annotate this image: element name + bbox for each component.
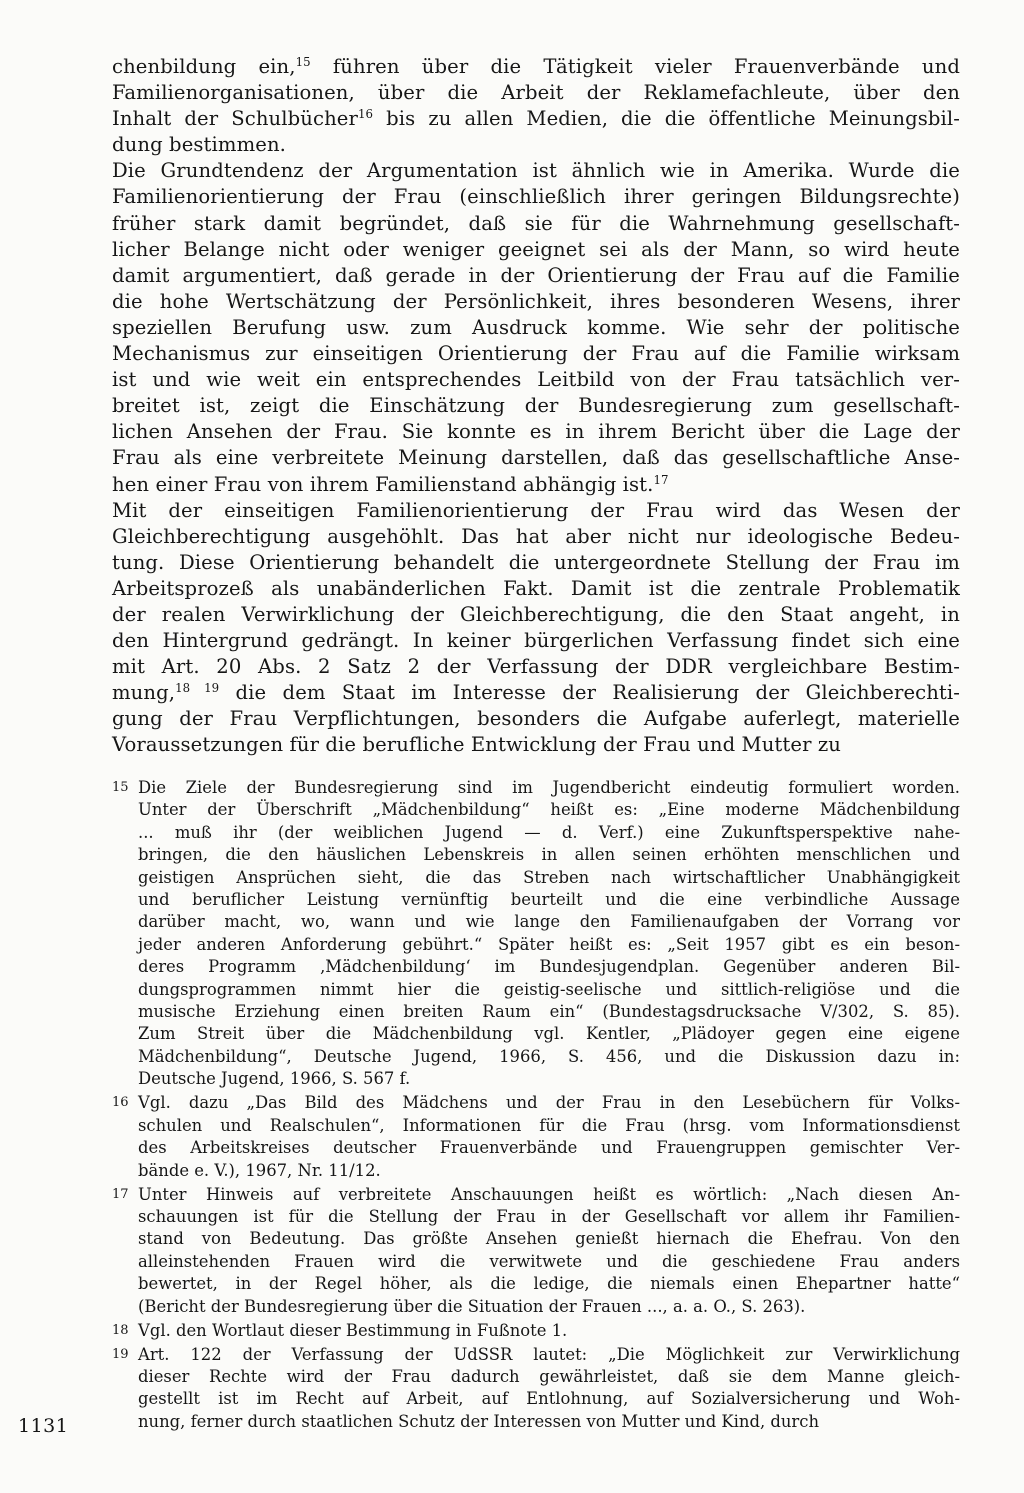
paragraph: [112, 54, 960, 158]
footnote-line: Vgl. dazu „Das Bild des Mädchens und der Frau in den Lesebüchern für Volks-: [138, 1093, 960, 1113]
footnote: [112, 1092, 960, 1182]
text-segment: hen einer Frau von ihrem Familienstand abhängig ist.: [112, 472, 654, 496]
footnote-line: (Bericht der Bundesregierung über die Situation der Frauen ..., a. a. O., S. 263).: [138, 1296, 806, 1316]
text-segment: damit argumentiert, daß gerade in der Orientierung der Frau auf die Familie: [112, 263, 960, 287]
main-text: [112, 54, 960, 759]
footnote-line: dieser Rechte wird der Frau dadurch gewährleistet, daß sie dem Manne gleich-: [138, 1366, 960, 1386]
text-segment: früher stark damit begründet, daß sie für die Wahrnehmung gesellschaft-: [112, 211, 960, 235]
text-segment: licher Belange nicht oder weniger geeignet sei als der Mann, so wird heute: [112, 237, 960, 261]
text-line: [112, 315, 960, 341]
text-segment: Gleichberechtigung ausgehöhlt. Das hat aber nicht nur ideologische Bedeu-: [112, 524, 960, 548]
footnote-number: 19: [112, 1346, 129, 1362]
footnote: [112, 1320, 960, 1342]
text-line: [112, 550, 960, 576]
text-segment: Voraussetzungen für die berufliche Entwicklung der Frau und Mutter zu: [112, 733, 842, 757]
text-segment: lichen Ansehen der Frau. Sie konnte es in ihrem Bericht über die Lage der: [112, 420, 960, 444]
paragraph: [112, 498, 960, 759]
footnote-line: geistigen Ansprüchen sieht, die das Streben nach wirtschaftlicher Unabhängigkeit: [138, 867, 960, 887]
footnotes: [112, 777, 960, 1435]
text-segment: Frau als eine verbreitete Meinung darstellen, daß das gesellschaftliche Anse-: [112, 446, 960, 470]
text-line: [112, 393, 960, 419]
footnote: [112, 1344, 960, 1434]
footnote-line: dungsprogrammen nimmt hier die geistig-seelische und sittlich-religiöse und die: [138, 979, 960, 999]
text-segment: breitet ist, zeigt die Einschätzung der Bundesregierung zum gesellschaft-: [112, 394, 960, 418]
footnote-line: ... muß ihr (der weiblichen Jugend — d. Verf.) eine Zukunftsperspektive nahe-: [138, 822, 960, 842]
text-line: [112, 628, 960, 654]
page-number: 1131: [18, 1415, 69, 1437]
footnote-line: Vgl. den Wortlaut dieser Bestimmung in Fußnote 1.: [138, 1320, 568, 1340]
footnote: [112, 777, 960, 1091]
text-segment: speziellen Berufung usw. zum Ausdruck komme. Wie sehr der politische: [112, 315, 960, 339]
footnote-line: alleinstehenden Frauen wird die verwitwete und die geschiedene Frau anders: [138, 1251, 960, 1271]
footnote-line: Zum Streit über die Mädchenbildung vgl. Kentler, „Plädoyer gegen eine eigene: [138, 1024, 960, 1044]
text-segment: dung bestimmen.: [112, 133, 286, 157]
text-line: [112, 132, 960, 158]
footnote-number: 16: [112, 1095, 129, 1111]
text-segment: Familienorientierung der Frau (einschließlich ihrer geringen Bildungsrechte): [112, 185, 960, 209]
text-line: [112, 419, 960, 445]
footnote-line: nung, ferner durch staatlichen Schutz der Interessen von Mutter und Kind, durch: [138, 1411, 820, 1431]
footnote-line: darüber macht, wo, wann und wie lange den Familienaufgaben der Vorrang vor: [138, 912, 960, 932]
footnote-line: stand von Bedeutung. Das größte Ansehen genießt hiernach die Ehefrau. Von den: [138, 1229, 960, 1249]
footnote-line: bände e. V.), 1967, Nr. 11/12.: [138, 1160, 381, 1180]
text-line: [112, 524, 960, 550]
text-line: [112, 54, 960, 80]
text-segment: Inhalt der Schulbücher: [112, 107, 358, 131]
footnote-line: schulen und Realschulen“, Informationen für die Frau (hrsg. vom Informationsdienst: [138, 1115, 960, 1135]
paragraph: [112, 158, 960, 497]
footnote-marker: 16: [357, 107, 374, 122]
text-segment: führen über die Tätigkeit vieler Frauenverbände und: [310, 55, 960, 78]
footnote-line: Unter der Überschrift „Mädchenbildung“ heißt es: „Eine moderne Mädchenbildung: [138, 800, 960, 820]
text-segment: die dem Staat im Interesse der Realisierung der Gleichberechti-: [219, 681, 960, 705]
text-segment: Arbeitsprozeß als unabänderlichen Fakt. Damit ist die zentrale Problematik: [112, 576, 960, 600]
text-segment: mit Art. 20 Abs. 2 Satz 2 der Verfassung der DDR vergleichbare Bestim-: [112, 655, 960, 679]
text-line: [112, 472, 960, 498]
footnote-line: musische Erziehung einen breiten Raum ein“ (Bundestagsdrucksache V/302, S. 85).: [138, 1002, 960, 1022]
text-line: [112, 341, 960, 367]
text-line: [112, 602, 960, 628]
footnote: [112, 1184, 960, 1318]
footnote-line: Mädchenbildung“, Deutsche Jugend, 1966, S. 456, und die Diskussion dazu in:: [138, 1046, 960, 1066]
text-line: [112, 211, 960, 237]
footnote-marker: 17: [653, 472, 669, 487]
text-line: [112, 237, 960, 263]
text-segment: gung der Frau Verpflichtungen, besonders die Aufgabe auferlegt, materielle: [112, 707, 960, 731]
text-line: [112, 80, 960, 106]
text-line: [112, 706, 960, 732]
text-line: [112, 576, 960, 602]
footnote-marker: 15: [295, 54, 311, 69]
footnote-number: 18: [112, 1322, 129, 1338]
footnote-line: gestellt ist im Recht auf Arbeit, auf Entlohnung, auf Sozialversicherung und Woh-: [138, 1389, 960, 1409]
text-line: [112, 158, 960, 184]
footnote-line: bringen, die den häuslichen Lebenskreis in allen seinen erhöhten menschlichen und: [138, 845, 960, 865]
text-line: [112, 445, 960, 471]
footnote-number: 15: [112, 780, 129, 795]
text-segment: Mit der einseitigen Familienorientierung der Frau wird das Wesen der: [112, 498, 960, 522]
footnote-line: schauungen ist für die Stellung der Frau in der Gesellschaft vor allem ihr Familien-: [138, 1206, 960, 1226]
text-segment: der realen Verwirklichung der Gleichberechtigung, die den Staat angeht, in: [112, 602, 960, 626]
text-line: [112, 106, 960, 132]
text-segment: Mechanismus zur einseitigen Orientierung der Frau auf die Familie wirksam: [112, 342, 960, 366]
footnote-marker: 18 19: [175, 681, 220, 696]
text-segment: Die Grundtendenz der Argumentation ist ähnlich wie in Amerika. Wurde die: [112, 159, 960, 183]
text-segment: ist und wie weit ein entsprechendes Leitbild von der Frau tatsächlich ver-: [112, 368, 960, 392]
text-line: [112, 732, 960, 758]
text-segment: chenbildung ein,: [112, 55, 296, 78]
text-line: [112, 367, 960, 393]
footnote-number: 17: [112, 1186, 129, 1202]
text-line: [112, 289, 960, 315]
text-segment: Familienorganisationen, über die Arbeit der Reklamefachleute, über den: [112, 81, 960, 105]
text-line: [112, 498, 960, 524]
text-segment: die hohe Wertschätzung der Persönlichkeit, ihres besonderen Wesens, ihrer: [112, 289, 960, 313]
footnote-line: Die Ziele der Bundesregierung sind im Jugendbericht eindeutig formuliert worden.: [138, 778, 960, 797]
text-segment: bis zu allen Medien, die die öffentliche Meinungsbil-: [373, 107, 960, 131]
text-line: [112, 263, 960, 289]
footnote-line: Art. 122 der Verfassung der UdSSR lautet: „Die Möglichkeit zur Verwirklichung: [138, 1344, 960, 1364]
footnote-line: Unter Hinweis auf verbreitete Anschauungen heißt es wörtlich: „Nach diesen An-: [138, 1184, 960, 1204]
footnote-line: des Arbeitskreises deutscher Frauenverbände und Frauengruppen gemischter Ver-: [138, 1138, 960, 1158]
text-segment: mung,: [112, 681, 176, 705]
footnote-line: jeder anderen Anforderung gebührt.“ Später heißt es: „Seit 1957 gibt es ein beson-: [138, 934, 960, 954]
text-segment: tung. Diese Orientierung behandelt die untergeordnete Stellung der Frau im: [112, 550, 960, 574]
footnote-line: und beruflicher Leistung vernünftig beurteilt und die eine verbindliche Aussage: [138, 890, 960, 910]
text-line: [112, 184, 960, 210]
footnote-line: deres Programm ‚Mädchenbildung‘ im Bundesjugendplan. Gegenüber anderen Bil-: [138, 957, 960, 977]
text-segment: den Hintergrund gedrängt. In keiner bürgerlichen Verfassung findet sich eine: [112, 629, 960, 653]
text-line: [112, 654, 960, 680]
footnote-line: Deutsche Jugend, 1966, S. 567 f.: [138, 1069, 411, 1089]
text-line: [112, 680, 960, 706]
footnote-line: bewertet, in der Regel höher, als die ledige, die niemals einen Ehepartner hatte“: [138, 1274, 960, 1294]
